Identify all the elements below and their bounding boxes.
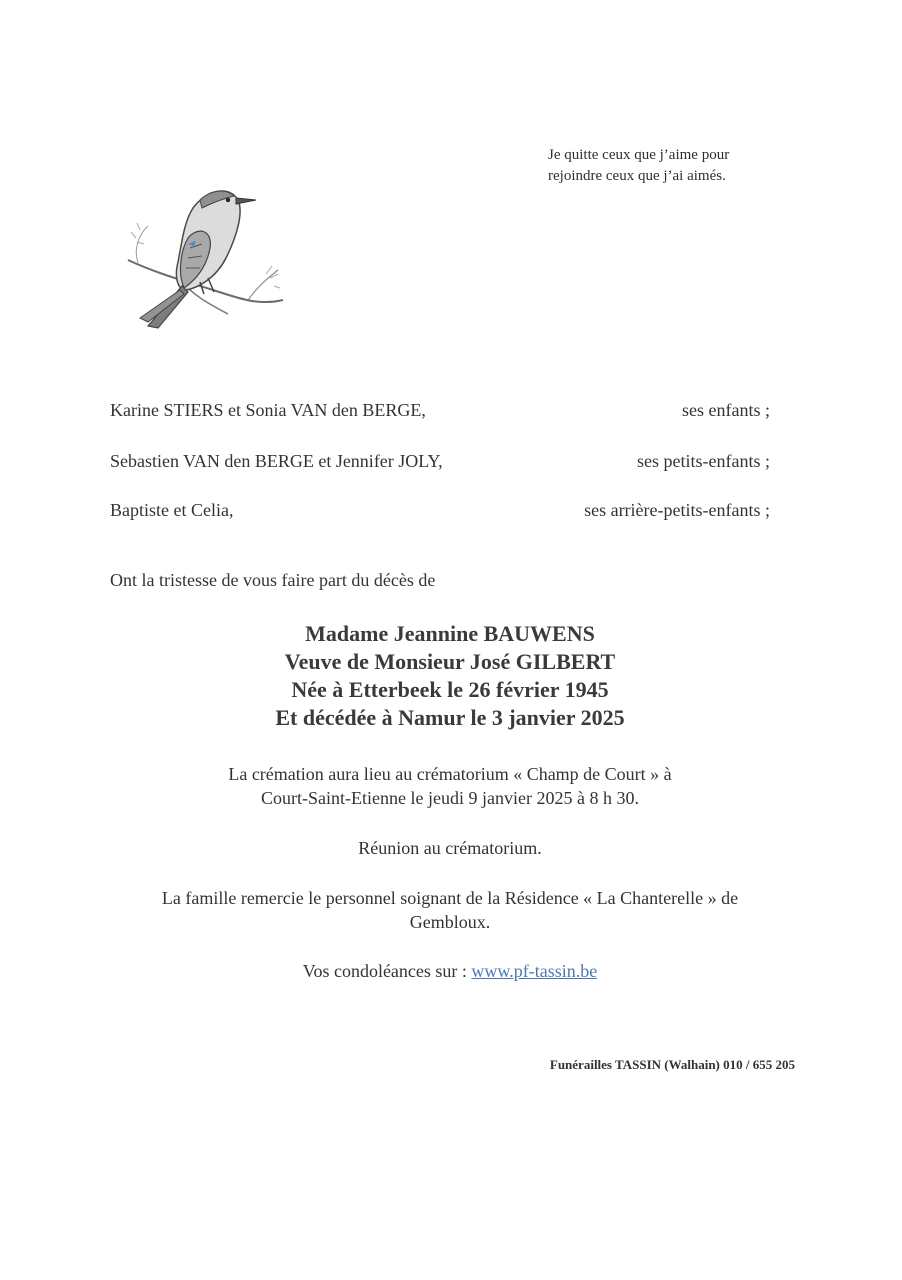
thanks-info — [90, 886, 810, 934]
family-row-children — [110, 398, 770, 422]
reunion-info — [90, 836, 810, 860]
bird-on-branch-icon — [118, 178, 288, 338]
announcement-intro: Ont la tristesse de vous faire part du décès de — [110, 570, 436, 590]
family-row-great-grandchildren — [110, 498, 770, 522]
reunion-line: Réunion au crématorium. — [358, 838, 542, 858]
family-names: Karine STIERS et Sonia VAN den BERGE, — [110, 400, 426, 420]
condolences-info — [90, 959, 810, 983]
deceased-widow-of: Veuve de Monsieur José GILBERT — [284, 649, 616, 674]
condolences-link[interactable]: www.pf-tassin.be — [471, 961, 598, 981]
family-names: Sebastien VAN den BERGE et Jennifer JOLY, — [110, 451, 443, 471]
quote-line-2: rejoindre ceux que j’ai aimés. — [548, 168, 726, 184]
cremation-line-2: Court-Saint-Etienne le jeudi 9 janvier 2025 à 8 h 30. — [261, 788, 639, 808]
cremation-info — [90, 762, 810, 810]
thanks-line-1: La famille remercie le personnel soignant de la Résidence « La Chanterelle » de — [161, 888, 739, 908]
family-relation: ses arrière-petits-enfants ; — [584, 500, 770, 520]
deceased-death: Et décédée à Namur le 3 janvier 2025 — [275, 705, 625, 730]
condolences-label: Vos condoléances sur : — [302, 961, 467, 981]
deceased-block — [100, 620, 800, 732]
cremation-line-1: La crémation aura lieu au crématorium « Champ de Court » à — [228, 764, 672, 784]
family-row-grandchildren — [110, 449, 770, 473]
funeral-home-footer: Funérailles TASSIN (Walhain) 010 / 655 205 — [549, 1057, 795, 1072]
deceased-birth: Née à Etterbeek le 26 février 1945 — [291, 677, 609, 702]
deceased-name: Madame Jeannine BAUWENS — [305, 621, 595, 646]
family-relation: ses petits-enfants ; — [637, 451, 770, 471]
quote-line-1: Je quitte ceux que j’aime pour — [548, 147, 730, 163]
family-names: Baptiste et Celia, — [110, 500, 234, 520]
epigraph-quote — [548, 145, 848, 187]
family-relation: ses enfants ; — [682, 400, 770, 420]
thanks-line-2: Gembloux. — [409, 912, 491, 932]
